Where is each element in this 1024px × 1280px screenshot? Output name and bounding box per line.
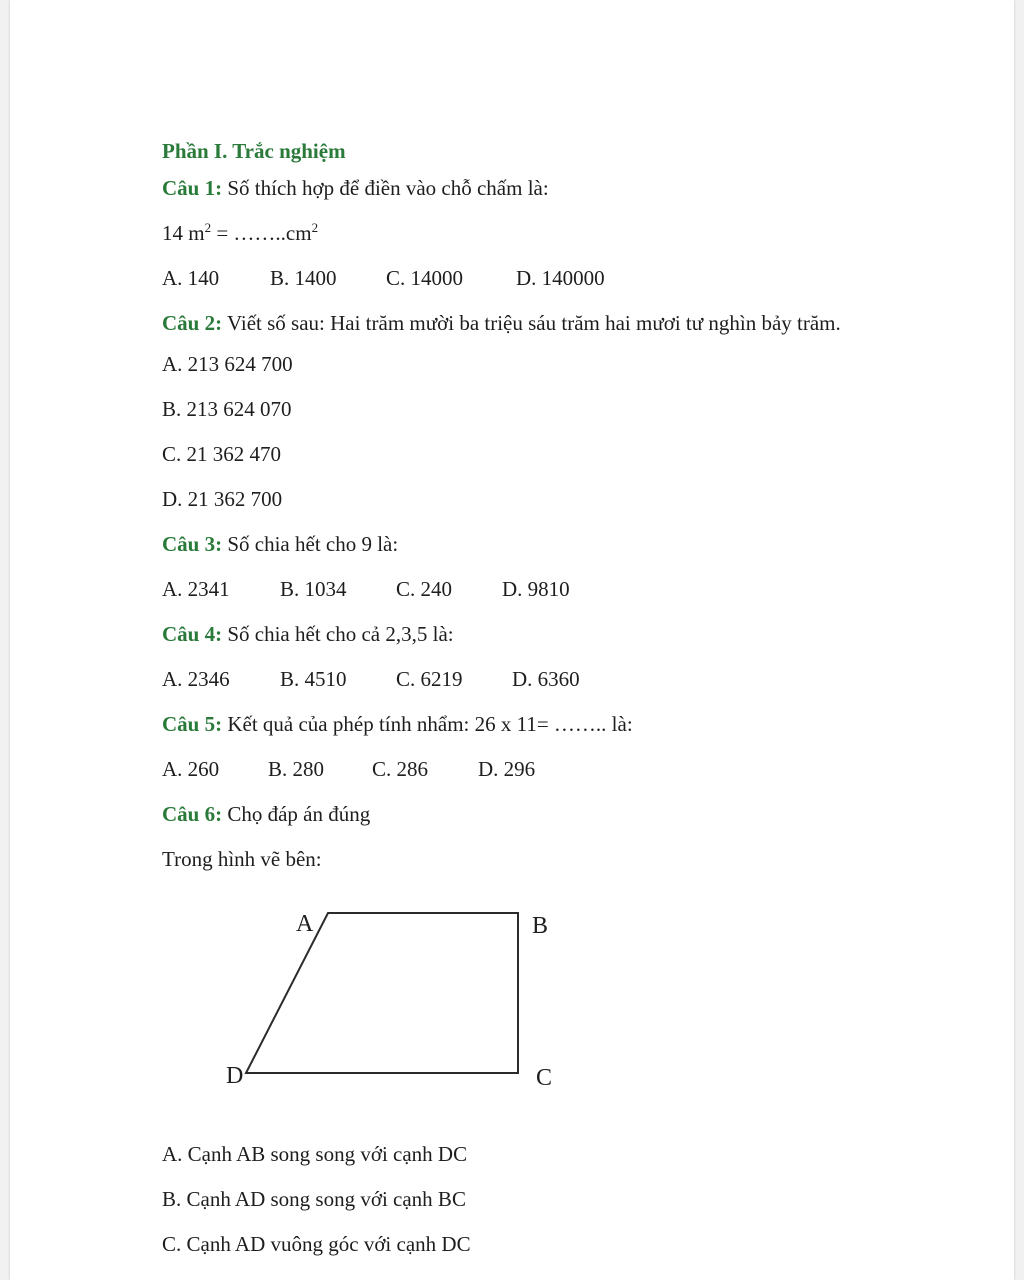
option: A. 260	[162, 757, 220, 781]
option: D. 9810	[502, 577, 570, 601]
option: D. 296	[478, 757, 536, 781]
question-3-options	[162, 576, 882, 603]
option: C. 286	[372, 757, 429, 781]
question-2-label: Câu 2:	[162, 311, 223, 335]
question-1-options	[162, 265, 882, 292]
formula-exponent-2: 2	[311, 220, 319, 235]
option: B. Cạnh AD song song với cạnh BC	[162, 1187, 466, 1211]
question-3	[162, 531, 882, 558]
option: C. Cạnh AD vuông góc với cạnh DC	[162, 1232, 471, 1256]
option: C. 14000	[386, 266, 464, 290]
question-6	[162, 801, 882, 828]
option: B. 1034	[280, 577, 347, 601]
question-1	[162, 175, 882, 202]
question-5-options	[162, 756, 882, 783]
vertex-d-label: D	[226, 1063, 244, 1089]
exam-content	[162, 138, 882, 1276]
question-5	[162, 711, 882, 738]
formula-mid: = ……..cm	[211, 221, 312, 245]
formula-left: 14 m	[162, 221, 205, 245]
vertex-b-label: B	[532, 913, 549, 939]
question-4-options	[162, 666, 882, 693]
question-1-formula	[162, 220, 882, 247]
trapezoid-diagram	[162, 903, 882, 1133]
option: B. 4510	[280, 667, 347, 691]
question-1-label: Câu 1:	[162, 176, 223, 200]
option: A. Cạnh AB song song với cạnh DC	[162, 1142, 468, 1166]
option: D. 21 362 700	[162, 487, 283, 511]
vertex-c-label: C	[536, 1065, 553, 1091]
option: D. 6360	[512, 667, 580, 691]
section-title: Phần I. Trắc nghiệm	[162, 139, 346, 163]
option: A. 2341	[162, 577, 230, 601]
option: A. 213 624 700	[162, 352, 293, 376]
question-1-text: Số thích hợp để điền vào chỗ chấm là:	[222, 176, 549, 200]
question-2	[162, 310, 882, 337]
option: D. 140000	[516, 266, 605, 290]
option: B. 213 624 070	[162, 397, 292, 421]
question-3-label: Câu 3:	[162, 532, 223, 556]
question-5-text: Kết quả của phép tính nhẩm: 26 x 11= …….. là:	[222, 712, 633, 736]
document-page	[10, 0, 1014, 1280]
option: B. 280	[268, 757, 325, 781]
option: A. 140	[162, 266, 220, 290]
question-3-text: Số chia hết cho 9 là:	[222, 532, 399, 556]
formula-exponent-1: 2	[204, 220, 212, 235]
trapezoid-figure	[162, 903, 882, 1133]
option: A. 2346	[162, 667, 230, 691]
option: C. 21 362 470	[162, 442, 282, 466]
question-4-text: Số chia hết cho cả 2,3,5 là:	[222, 622, 454, 646]
option: C. 6219	[396, 667, 463, 691]
question-5-label: Câu 5:	[162, 712, 223, 736]
option: B. 1400	[270, 266, 337, 290]
question-6-text: Chọ đáp án đúng	[222, 802, 371, 826]
question-4	[162, 621, 882, 648]
question-2-text: Viết số sau: Hai trăm mười ba triệu sáu trăm hai mươi tư nghìn bảy trăm.	[222, 311, 841, 335]
question-4-label: Câu 4:	[162, 622, 223, 646]
vertex-a-label: A	[296, 911, 314, 937]
option: C. 240	[396, 577, 453, 601]
question-6-label: Câu 6:	[162, 802, 223, 826]
question-6-intro: Trong hình vẽ bên:	[162, 847, 322, 871]
trapezoid-shape	[246, 913, 518, 1073]
